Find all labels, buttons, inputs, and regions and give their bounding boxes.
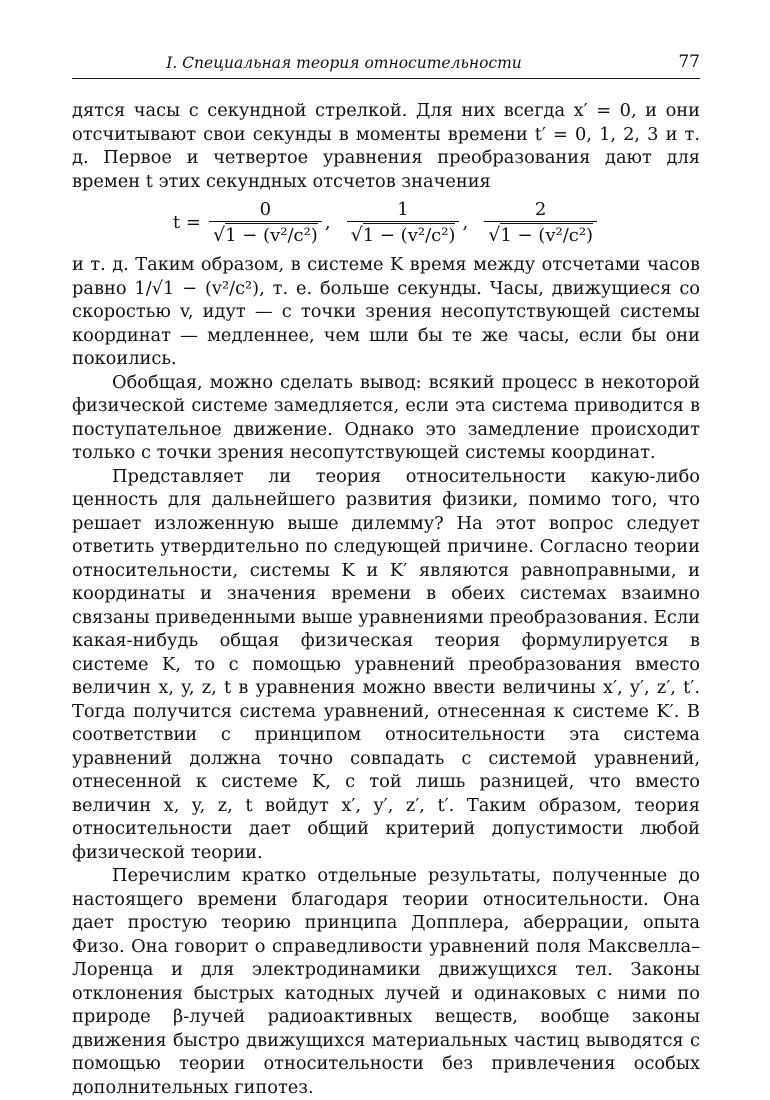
fraction-numerator: 2 bbox=[534, 199, 547, 220]
fraction-denominator bbox=[209, 221, 322, 247]
formula-lhs: t = bbox=[172, 212, 201, 234]
page-number: 77 bbox=[678, 52, 700, 72]
running-title: I. Специальная теория относительности bbox=[166, 54, 522, 72]
fraction-numerator: 1 bbox=[397, 199, 409, 220]
formula-fraction bbox=[209, 199, 322, 247]
paragraph-2: и т. д. Таким образом, в системе K время между отсчетами часов равно 1/√1 − (v²/c²), т. е. больше секунды. Часы, движущиеся со скоростью v, идут — с точки зрения несопутствующей системы координат — медленнее, чем шли бы те же часы, если бы они покоились. bbox=[72, 254, 700, 369]
radicand: 1 − (v²/c²) bbox=[362, 225, 456, 246]
formula-separator: , bbox=[462, 212, 469, 234]
formula-fraction bbox=[347, 199, 460, 247]
sqrt-sign: √ bbox=[212, 224, 226, 246]
sqrt-sign: √ bbox=[350, 224, 363, 246]
paragraph-5: Перечислим кратко отдельные результаты, полученные до настоящего времени благодаря теории относительности. Она дает простую теорию принципа Допплера, аберрации, опыта Физо. Она говорит о справедливости уравнений поля Максвелла–Лоренца и для электродинамики движущихся тел. Законы отклонения быстрых катодных лучей и одинаковых с ними по природе β-лучей радиоактивных веществ, вообще законы движения быстро движущихся материальных частиц выводятся с помощью теории относительности без привлечения особых дополнительных гипотез. bbox=[72, 865, 700, 1098]
radicand: 1 − (v²/c²) bbox=[500, 225, 594, 246]
fraction-denominator bbox=[484, 221, 597, 247]
page-body bbox=[72, 99, 700, 1099]
time-formula bbox=[72, 193, 700, 253]
fraction-denominator bbox=[347, 221, 460, 247]
page-header bbox=[72, 50, 700, 79]
radicand: 1 − (v²/c²) bbox=[225, 225, 318, 246]
paragraph-3: Обобщая, можно сделать вывод: всякий процесс в некоторой физической системе замедляется, если эта система приводится в поступательное движение. Однако это замедление происходит только с точки зрения несопутствующей системы координат. bbox=[72, 371, 700, 463]
paragraph-1: дятся часы с секундной стрелкой. Для них всегда x′ = 0, и они отсчитывают свои секунды в моменты времени t′ = 0, 1, 2, 3 и т. д. Первое и четвертое уравнения преобразования дают для времен t этих секундных отсчетов значения bbox=[72, 100, 700, 192]
formula-separator: , bbox=[324, 212, 331, 234]
paragraph-4: Представляет ли теория относительности какую-либо ценность для дальнейшего развития физики, помимо того, что решает изложенную выше дилемму? На этот вопрос следует ответить утвердительно по следующей причине. Согласно теории относительности, системы K и K′ являются равноправными, и координаты и значения времени в обеих системах взаимно связаны приведенными выше уравнениями преобразования. Если какая-нибудь общая физическая теория формулируется в системе K, то с помощью уравнений преобразования вместо величин x, y, z, t в уравнения можно ввести величины x′, y′, z′, t′. Тогда получится система уравнений, отнесенная к системе K′. В соответствии с принципом относительности эта система уравнений должна точно совпадать с системой уравнений, отнесенной к системе K, с той лишь разницей, что вместо величин x, y, z, t войдут x′, y′, z′, t′. Таким образом, теория относительности дает общий критерий допустимости любой физической теории. bbox=[72, 465, 700, 863]
formula-fraction bbox=[484, 199, 597, 247]
fraction-numerator: 0 bbox=[259, 199, 272, 220]
sqrt-sign: √ bbox=[488, 224, 501, 246]
